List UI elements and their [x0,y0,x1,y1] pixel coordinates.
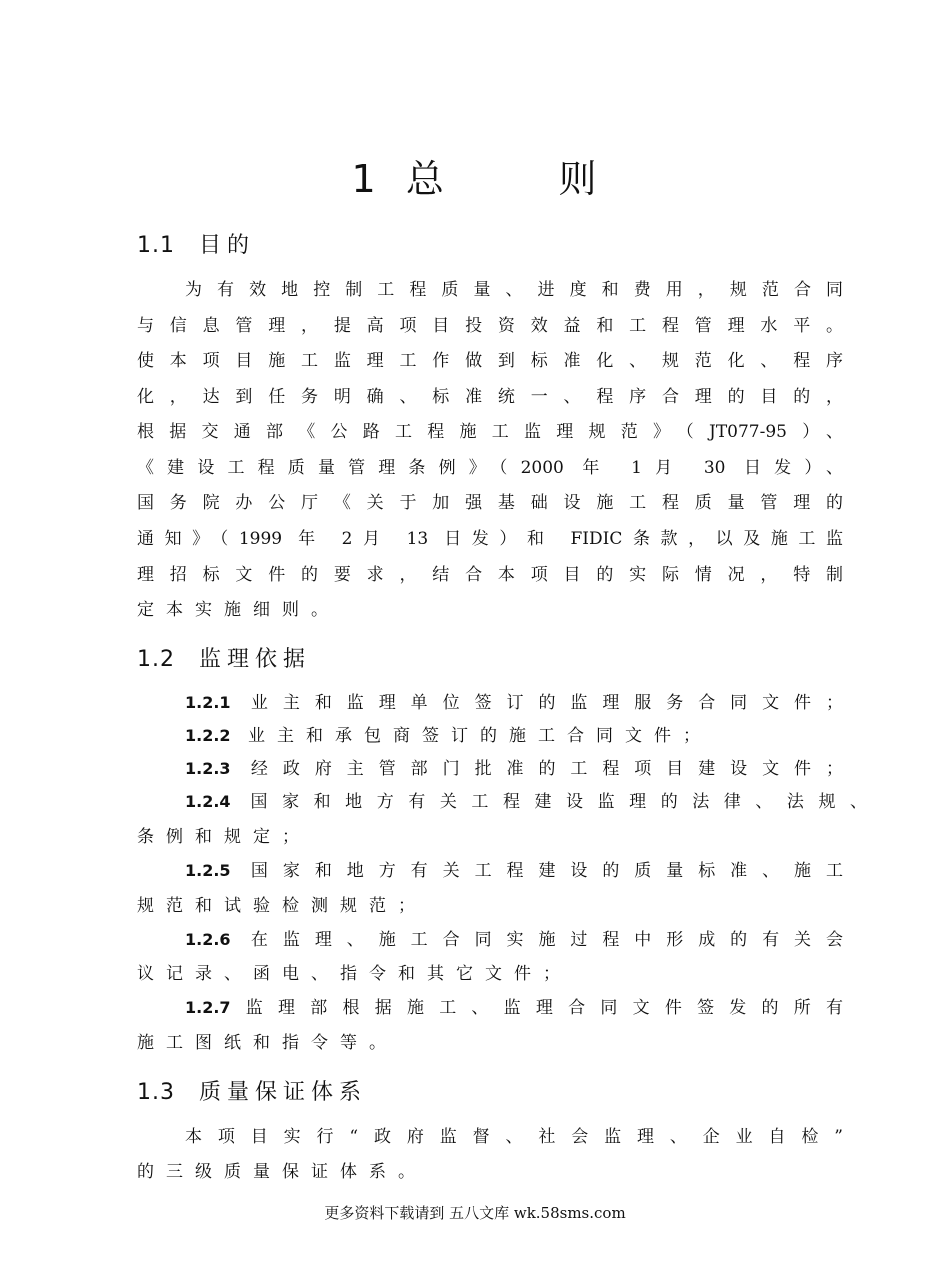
section-heading-1-1 [137,228,255,259]
section-title: 质量保证体系 [199,1080,368,1105]
paragraph-line: 使本项目施工监理工作做到标准化、规范化、程序 [137,351,843,371]
list-item [185,995,843,1021]
item-label: 1.2.4 [185,792,231,811]
paragraph-line: 《建设工程质量管理条例》（2000 年 1月 30 日发）、 [137,458,843,478]
item-text: 国家和地方有关工程建设监理的法律、法规、 [250,792,868,812]
section-heading-1-3 [137,1075,367,1106]
item-label: 1.2.6 [185,930,231,949]
section-number: 1.3 [137,1080,175,1105]
paragraph-line: 定本实施细则。 [137,600,340,620]
list-item [185,690,843,716]
item-text: 国家和地方有关工程建设的质量标准、施工 [250,861,844,881]
item-text: 监理部根据施工、监理合同文件签发的所有 [230,998,843,1018]
item-text: 经政府主管部门批准的工程项目建设文件； [250,759,844,779]
paragraph-line: 与信息管理，提高项目投资效益和工程管理水平。 [137,316,843,336]
item-text: 业主和监理单位签订的监理服务合同文件； [250,693,844,713]
item-label: 1.2.5 [185,861,231,880]
list-item [185,927,843,953]
chapter-title: 1 总 则 [351,157,599,201]
section-title: 监理依据 [199,647,312,672]
section-title: 目的 [199,233,256,258]
list-item-continuation: 议记录、函电、指令和其它文件； [137,964,572,984]
paragraph-line: 为有效地控制工程质量、进度和费用，规范合同 [185,280,843,300]
list-item [185,789,867,815]
paragraph-line: 的三级质量保证体系。 [137,1162,427,1182]
section-number: 1.2 [137,647,175,672]
section-heading-1-2 [137,642,311,673]
paragraph-line: 通知》（1999 年 2月 13 日发）和 FIDIC条款，以及施工监 [137,529,843,549]
list-item-continuation: 条例和规定； [137,827,311,847]
list-item [185,858,843,884]
item-text: 业主和承包商签订的施工合同文件； [247,726,712,746]
paragraph-line: 根据交通部《公路工程施工监理规范》（JT077-95）、 [137,422,843,442]
paragraph-line: 化，达到任务明确、标准统一、程序合理的目的， [137,387,843,407]
item-text: 在监理、施工合同实施过程中形成的有关会 [250,930,844,950]
item-label: 1.2.2 [185,726,231,745]
item-label: 1.2.1 [185,693,231,712]
list-item [185,723,843,749]
paragraph-line: 本项目实行“政府监督、社会监理、企业自检” [185,1127,843,1147]
paragraph-line: 理招标文件的要求，结合本项目的实际情况，特制 [137,565,843,585]
item-label: 1.2.7 [185,998,231,1017]
footer-download-note: 更多资料下载请到 五八文库 wk.58sms.com [324,1204,626,1222]
list-item-continuation: 施工图纸和指令等。 [137,1033,398,1053]
paragraph-line: 国务院办公厅《关于加强基础设施工程质量管理的 [137,493,843,513]
list-item [185,756,843,782]
item-label: 1.2.3 [185,759,231,778]
section-number: 1.1 [137,233,175,258]
list-item-continuation: 规范和试验检测规范； [137,896,427,916]
